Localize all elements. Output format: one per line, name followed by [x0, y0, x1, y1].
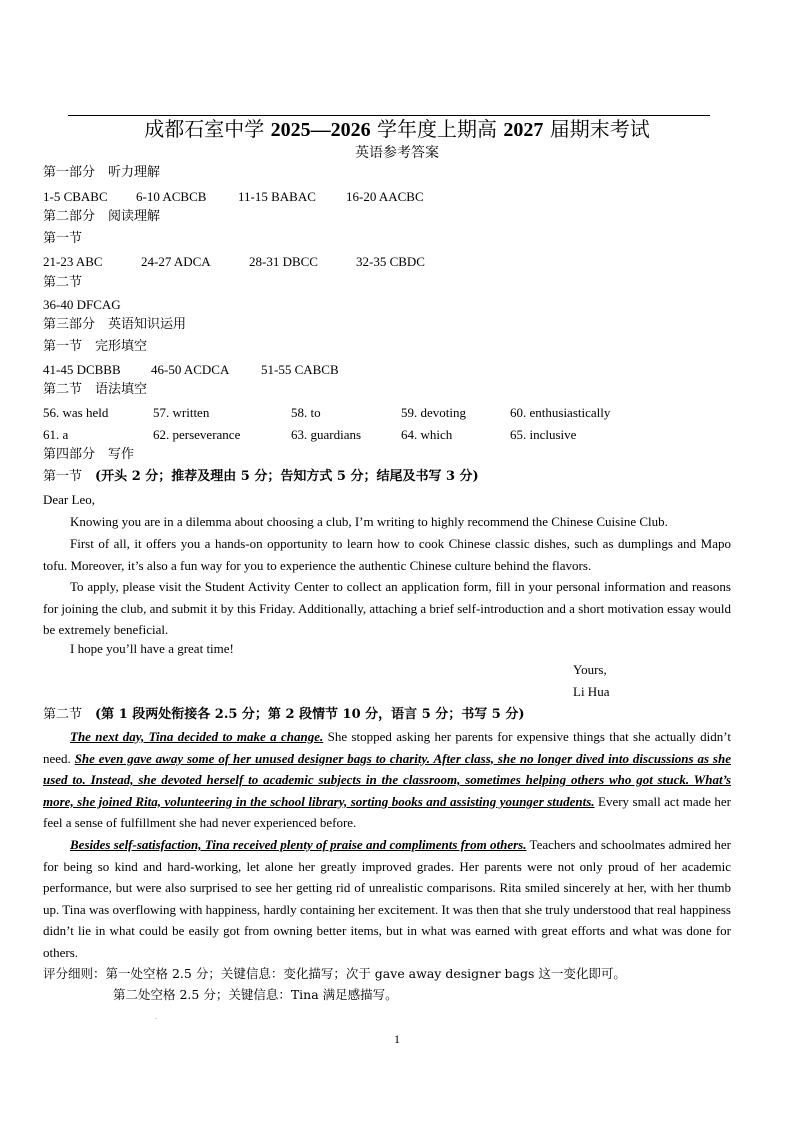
part4-heading: 第四部分 写作 [43, 447, 135, 462]
part2-answers2: 36-40 DFCAG [43, 297, 121, 312]
part3-section2: 第二节 语法填空 [43, 382, 148, 397]
grammar-answer: 61. a [43, 427, 69, 442]
answer-group: 32-35 CBDC [356, 254, 425, 269]
page-title [0, 116, 794, 143]
page-number: 1 [394, 1032, 400, 1046]
story-paragraph-1 [43, 726, 731, 834]
letter-paragraph: To apply, please visit the Student Activity Center to collect an application form, fill in your personal information and reasons for joining the club, and submit it by this Friday. Additionally, attaching a brief self-introduction and a short motivation essay would be extremely beneficial. [43, 579, 731, 638]
part3-section1: 第一节 完形填空 [43, 339, 148, 354]
answer-group: 28-31 DBCC [249, 254, 318, 269]
story-text: Teachers and schoolmates admired her for being so kind and hard-working, let alone her greatly improved grades. Her parents were not only proud of her academic performance, but were also surprised to see her getting rid of unrealistic comparisons. Rita smiled sincerely at her, with her thumb up. Tina was overflowing with happiness, hardly containing her excitement. It was then that she truly understood that real happiness didn’t lie in what could be easily got from owning better items, but in what was earned with great efforts and what was done for others. [43, 837, 731, 960]
answer-group: 16-20 AACBC [346, 189, 424, 204]
grammar-answer: 64. which [401, 427, 453, 442]
answer-group: 21-23 ABC [43, 254, 103, 269]
title-grade: 2027 [503, 119, 544, 141]
section-scoring: (第 1 段两处衔接各 2.5 分；第 2 段情节 10 分，语言 5 分；书写 5 分) [95, 707, 525, 722]
letter-greeting: Dear Leo, [43, 492, 95, 507]
answer-group: 6-10 ACBCB [136, 189, 207, 204]
part2-heading: 第二部分 阅读理解 [43, 209, 161, 224]
story-text: She stopped asking her parents for expensive things that she actually didn’t need. [43, 729, 732, 766]
story-paragraph-2 [43, 834, 731, 964]
title-part-1: 成都石室中学 [144, 117, 271, 141]
stray-mark: · [155, 1016, 157, 1023]
grammar-answer: 58. to [291, 405, 321, 420]
title-years: 2025—2026 [270, 119, 371, 141]
rubric-line-2: 第二处空格 2.5 分；关键信息：Tina 满足感描写。 [113, 987, 398, 1002]
grammar-answer: 62. perseverance [153, 427, 241, 442]
grammar-answer: 57. written [153, 405, 210, 420]
title-part-2: 学年度上期高 [370, 117, 504, 141]
section-scoring: (开头 2 分；推荐及理由 5 分；告知方式 5 分；结尾及书写 3 分) [95, 469, 479, 484]
part2-section1: 第一节 [43, 231, 83, 246]
part2-section2: 第二节 [43, 275, 83, 290]
page-subtitle: 英语参考答案 [355, 145, 439, 161]
letter-paragraph: First of all, it offers you a hands-on opportunity to learn how to cook Chinese classic dishes, such as dumplings and Mapo tofu. Moreover, it’s also a fun way for you to experience the authentic Chinese culture behind the flavors. [43, 536, 731, 573]
grammar-answer: 59. devoting [401, 405, 466, 420]
part4-section1 [43, 468, 479, 486]
answer-group: 11-15 BABAC [238, 189, 316, 204]
grammar-answer: 65. inclusive [510, 427, 577, 442]
letter-paragraph: I hope you’ll have a great time! [70, 641, 234, 656]
letter-paragraph: Knowing you are in a dilemma about choosing a club, I’m writing to highly recommend the Chinese Cuisine Club. [70, 514, 668, 529]
story-text: Every small act made her feel a sense of fulfillment she had never experienced before. [43, 793, 731, 831]
title-part-3: 届期末考试 [543, 117, 650, 141]
underlined-passage: She even gave away some of her unused designer bags to charity. After class, she no longer dived into discussions as she used to. Instead, she devoted herself to academic subjects in the classroom, sometimes helping others who got stuck. What’s more, she joined Rita, volunteering in the school library, sorting books and assisting younger students. [43, 750, 731, 809]
rubric-line-1: 评分细则：第一处空格 2.5 分；关键信息：变化描写；次于 gave away designer bags 这一变化即可。 [43, 966, 626, 981]
answer-group: 51-55 CABCB [261, 362, 339, 377]
underlined-sentence: The next day, Tina decided to make a change. [70, 729, 324, 744]
answer-group: 24-27 ADCA [141, 254, 211, 269]
section-label: 第一节 [43, 469, 96, 484]
part1-heading: 第一部分 听力理解 [43, 165, 161, 180]
answer-group: 41-45 DCBBB [43, 362, 121, 377]
answer-group: 1-5 CBABC [43, 189, 108, 204]
letter-closing: Yours, [573, 662, 607, 677]
answer-group: 46-50 ACDCA [151, 362, 230, 377]
section-label: 第二节 [43, 707, 96, 722]
part3-heading: 第三部分 英语知识运用 [43, 317, 187, 332]
grammar-answer: 56. was held [43, 405, 109, 420]
grammar-answer: 60. enthusiastically [510, 405, 611, 420]
part4-section2 [43, 706, 525, 724]
letter-signature: Li Hua [573, 684, 610, 699]
underlined-sentence: Besides self-satisfaction, Tina received plenty of praise and compliments from others. [70, 837, 527, 852]
grammar-answer: 63. guardians [291, 427, 362, 442]
